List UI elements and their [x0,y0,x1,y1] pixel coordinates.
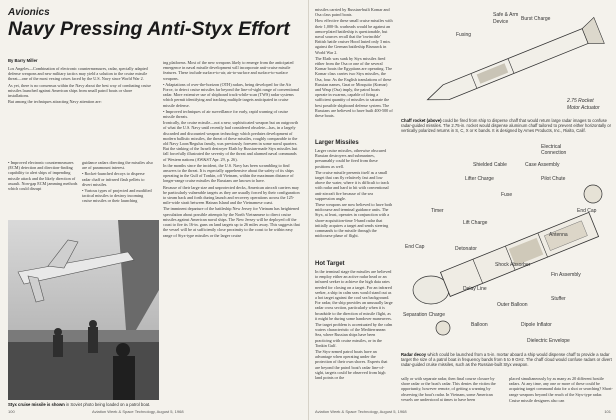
label-connection: Connection [541,150,567,156]
paragraph: In the months since the incident, the U.S. Navy has been scrambling to find answers to the threat. It is especially apprehensive about the safety of its ships operating in the Gulf of Tonkin, off Vietnam, within the maximum distance of longer-range cruise missiles the Russians are known to have. [163,162,294,184]
paragraph: The imminent departure of the battleship New Jersey for Vietnam has heightened speculation about possible attempts by the North Vietnamese to direct cruise missiles against American naval ships. The New Jersey will be deployed off the coast to fire its 16-in. guns on land targets up to 26 miles away. This suggests that the vessel will be at sufficiently close proximity to the coast to be within easy range of Styx-type missiles or the larger cruise [163,206,300,238]
end-cap-shape [584,185,602,203]
label-end-cap-2: End Cap [405,244,425,250]
paragraph: But among the techniques attracting Navy attention are: [8,99,102,105]
byline: By Barry Miller [8,58,38,63]
label-motor-actuator: Motor Actuator [567,105,600,111]
caption-title: Styx cruise missile is shown [8,402,65,407]
paragraph: Los Angeles—Combination of electronic countermeasures, radar, specially adapted defense weapons and new military tactics may yield a solution to the cruise missile threat—one of the most vexing crises faced by the U.S. Navy since World War 2. [8,66,148,82]
article-col-1 [8,160,78,216]
photo-caption [8,402,159,407]
paragraph: These weapons are now believed to have both midcourse and terminal guidance units. The Styx, at least, operates in conjunction with a shore-acquisition-time 5-band radar that initially acquires a target and sends steering commands to the missile through the midcourse phase of flight. [315,202,393,239]
label-lifter-charge: Lifter Charge [465,176,494,182]
paragraph: Ironically, the cruise missile—not a new, sophisticated weapon but an outgrowth of what the U.S. Navy until recently had considered obsolete—has, in a largely discarded and discounted weapon technology which predates development of modern ballistic missiles, the threat of these missiles, roughly comparable to the old Navy Loon/Regulus family, was previously foreseen in some naval quarters. But the sinking of the Israeli destroyer Elath by Russian-made Styx missiles last fall forcefully illustrated the severity of the threat and alarmed naval commands of Western nations (AW&ST Apr. 29, p. 26). [163,120,299,162]
chaff-rocket-caption [401,118,613,134]
sailor [88,327,98,353]
label-fin-assembly: Fin Assembly [551,272,581,278]
photo-illustration [8,220,159,400]
sailor [113,356,135,400]
page-footer: Aviation Week & Space Technology, August 5, 1968 [92,409,184,414]
sailor [116,343,130,357]
label-delay-line: Delay Line [463,286,487,292]
caption-title: Chaff rocket (above) [401,118,442,123]
page-number: 100 [8,409,15,414]
label-case-assembly: Case Assembly [525,162,560,168]
section-label: Avionics [8,7,50,18]
label-lift-charge: Lift Charge [463,220,488,226]
styx-missile-photo [8,220,159,400]
paragraph: The Elath was sunk by Styx missiles fired either from the Osa or one of the several Komar boats the Egyptians are operating. The Komar class carries two Styx missiles, the Osa, four. As the English translations of these Russian names, Gnat or Mosquito (Komar) and Wasp (Osa) imply, the patrol boats operate in swarms, capable of firing a sufficient quantity of missiles to saturate the best possible shipboard defense system. The Russians are believed to have built 400-500 of these boats. [315,55,393,119]
paragraph: As yet, there is no consensus within the Navy about the best way of combating cruise missiles launched against American ships from small patrol boats or shore installations. [8,82,152,99]
label-outer-balloon: Outer Balloon [497,302,528,308]
caption-text: which could be launched from a 5-in. mortar aboard a ship would dispense chaff to provide a radar target the size of a patrol boat in frequency bands from 5 to 9 GHz. The chaff cloud would confuse radars or divert radar-guided cruise missiles, such as the Russian-built Styx weapon. [401,352,612,368]
paragraph: • Improved techniques of air surveillance for early, rapid warning of cruise missile threats. [163,108,289,120]
article-col-4c [315,258,393,404]
article-col-2 [82,160,154,216]
caption-text: could be fired from ship to disperse chaff that would return large radar images to confuse radar-guided missiles. The 2.75-in. rocket would dispense aluminum chaff tailored to prevent either horizontally or vertically polarized returns in S, C, X or K bands. It is designed by Ames Products, Inc., Rialto, Calif. [401,118,612,134]
label-device: Device [493,19,509,25]
paragraph: Because of their large size and unprotected decks, American aircraft carriers may be particularly vulnerable targets as they are usually forced by their configuration to steam back and forth during launch and recovery operations across the 125-mile-wide strait between Hainan Island and the Vietnamese coast. [163,184,300,206]
sailor [54,328,62,336]
caption-title: Radar decoy [401,352,427,357]
subhead-larger-missiles: Larger Missiles [315,140,359,146]
paragraph: The target problem is accentuated by the calm waters characteristic of the Mediterranean Sea, where Russian ships have been practicing with cruise missiles, or in the Tonkin Gulf. [315,322,393,348]
article-col-5 [401,376,501,406]
label-pilot-chute: Pilot Chute [541,176,566,182]
label-balloon: Balloon [471,322,488,328]
label-shock-absorber: Shock Absorber [495,262,531,268]
paragraph: sally or with separate radar, then final course closure by shore radar or the boat's radar. This denies the victim the opportunity, however remote, of getting a warning by observing the boat's radar. In Vietnam, some American vessels are understood at times to have been [401,376,496,402]
paragraph: missiles carried by Russian-built Komar and Osa class patrol boats. [315,7,390,18]
label-dielectric-envelope: Dielectric Envelope [527,338,570,344]
paragraph: How effective these small cruise missiles with their 1,000-lb. warheads would be against an armor-plated battleship is questionable, but naval sources recall that the 'invincible' British battle cruiser Hood lasted only 3 min. against the German battleship Bismarck in World War 2. [315,18,393,55]
caption-text: in Soviet photo being loaded on a patrol boat. [65,402,151,407]
label-stuffer: Stuffer [551,296,566,302]
sailor [89,320,97,328]
label-detonator: Detonator [455,246,477,252]
radar-decoy-diagram [401,140,613,350]
paragraph: Cruise missile designers also can [509,397,565,403]
article-col-4 [315,7,393,135]
label-separation-charge: Separation Charge [403,312,445,318]
boat-deck [8,340,159,400]
paragraph: • Adaptations of over-the-horizon (OTH) radars, being developed for the Air Force, to detect cruise missiles far beyond the line-of-sight range of conventional radar. More extensive use of shipboard track-while-scan (TWS) radar systems which permit identifying and tracking multiple targets anticipated in cruise missile defense. [163,81,300,108]
headline: Navy Pressing Anti-Styx Effort [8,18,290,40]
end-cap-shape [436,321,450,335]
paragraph: • Various types of projected and modified tactical missiles to destroy incoming cruise missiles or their launching [82,188,152,204]
label-electrical: Electrical [541,144,562,150]
article-col-4b [315,137,393,257]
label-dipole-inflator: Dipole Inflator [521,322,552,328]
paragraph: placed simultaneously by as many as 20 different hostile radars. At any time, any one or more of these could be acquiring target command data for a shot or searching? Short-range weapons beyond the reach of the Styx-type radar. [509,376,613,397]
paragraph: The Styx-armed patrol boats have an advantage when operating under the protection of their own shores. Experts that are beyond the patrol boat's radar line-of-sight, targets could be observed from high land points or the [315,349,388,381]
label-fusing: Fusing [456,32,472,38]
sailor [53,335,63,357]
chaff-rocket-diagram [401,6,611,114]
label-safe-arm: Safe & Arm [493,12,519,18]
paragraph: guidance radars directing the missiles also are of paramount interest. [82,160,153,171]
article-col-6 [509,376,613,406]
paragraph: • Improved electronic countermeasures (ECM) detection and direction-finding capability to alert ships of impending missile attack and the likely direction of assault. Non-gap ECM jamming methods which could disrupt [8,160,78,192]
paragraph: ing platforms. Most of the new weapons likely to emerge from the anticipated emergence in naval missile development will incorporate anti-cruise missile features. These include surface-to-air, air-to-surface and surface-to-surface weapons. [163,60,294,81]
radar-decoy-caption [401,352,613,368]
subhead-hot-target: Hot Target [315,261,345,267]
paragraph: • Rocket-launched decoys to disperse radar chaff or infrared flash pellets to divert missiles. [82,171,145,187]
label-rocket-motor: 2.75 Rocket [567,98,594,104]
label-antenna: Antenna [549,232,568,238]
label-timer: Timer [431,208,444,214]
article-lead [8,66,152,160]
label-fuse: Fuse [501,192,513,198]
label-end-cap: End Cap [577,208,597,214]
paragraph: The cruise missile presents itself as a small target that can fly relatively fast and low above the water, where it is difficult to track with radar and hard to hit with conventional anti-aircraft fire because of the sea suppression angle. [315,169,390,201]
boat-rail [8,330,159,342]
paragraph: In the terminal stage the missiles are believed to employ either an active radar head or an infrared seeker to achieve the high data rates needed for closing on a target. For an infrared seeker, a ship in calm seas would stand out as a hot target against the cool sea background. For radar, the ship provides an unusually large radar cross section, particularly when it is broadside to the direction of missile flight, as it might be during some handover maneuvers. [315,269,393,321]
right-page [308,0,616,420]
page-footer: Aviation Week & Space Technology, August 5, 1968 [315,409,407,414]
paragraph: Larger cruise missiles, otherwise obscured Russian destroyers and submarines, presumably could be fired from these positions as well. [315,148,387,169]
page-number: 101 [604,409,611,414]
article-col-3 [163,60,301,405]
label-shielded-cable: Shielded Cable [473,162,507,168]
label-burst-charge: Burst Charge [521,16,551,22]
